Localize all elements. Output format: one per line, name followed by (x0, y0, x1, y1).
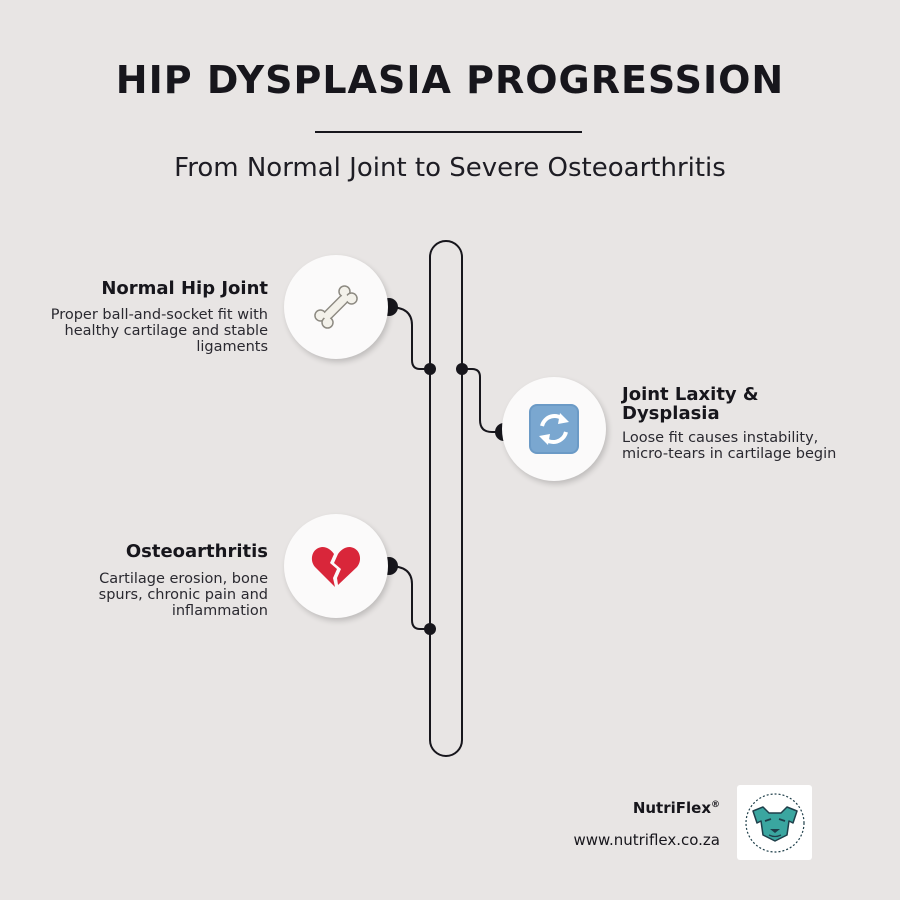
brand-name: NutriFlex® (632, 799, 720, 817)
track-dot-step-1 (424, 363, 436, 375)
step-2-title: Joint Laxity & Dysplasia (622, 384, 759, 424)
step-1-icon-circle (284, 255, 388, 359)
connector-step-3 (389, 566, 430, 629)
brand-logo (737, 785, 812, 860)
cycle-arrows-icon (527, 402, 581, 456)
track-dot-step-3 (424, 623, 436, 635)
track-dot-step-2 (456, 363, 468, 375)
dog-face-icon (743, 791, 807, 855)
step-1-title: Normal Hip Joint (101, 278, 268, 299)
step-3-description: Cartilage erosion, bone spurs, chronic pain and inflammation (98, 571, 268, 619)
connector-step-2 (462, 369, 504, 432)
step-1-description: Proper ball-and-socket fit with healthy cartilage and stable ligaments (50, 307, 268, 355)
broken-heart-icon (309, 539, 363, 593)
timeline-track (430, 241, 462, 756)
connector-step-1 (389, 307, 430, 369)
step-3-title: Osteoarthritis (125, 541, 268, 562)
step-3-icon-circle (284, 514, 388, 618)
page-subtitle: From Normal Joint to Severe Osteoarthritis (174, 153, 726, 183)
brand-url[interactable]: www.nutriflex.co.za (573, 831, 720, 849)
page-title: HIP DYSPLASIA PROGRESSION (115, 58, 785, 102)
step-2-description: Loose fit causes instability, micro-tears in cartilage begin (622, 430, 837, 462)
step-2-icon-circle (502, 377, 606, 481)
bone-icon (309, 280, 363, 334)
